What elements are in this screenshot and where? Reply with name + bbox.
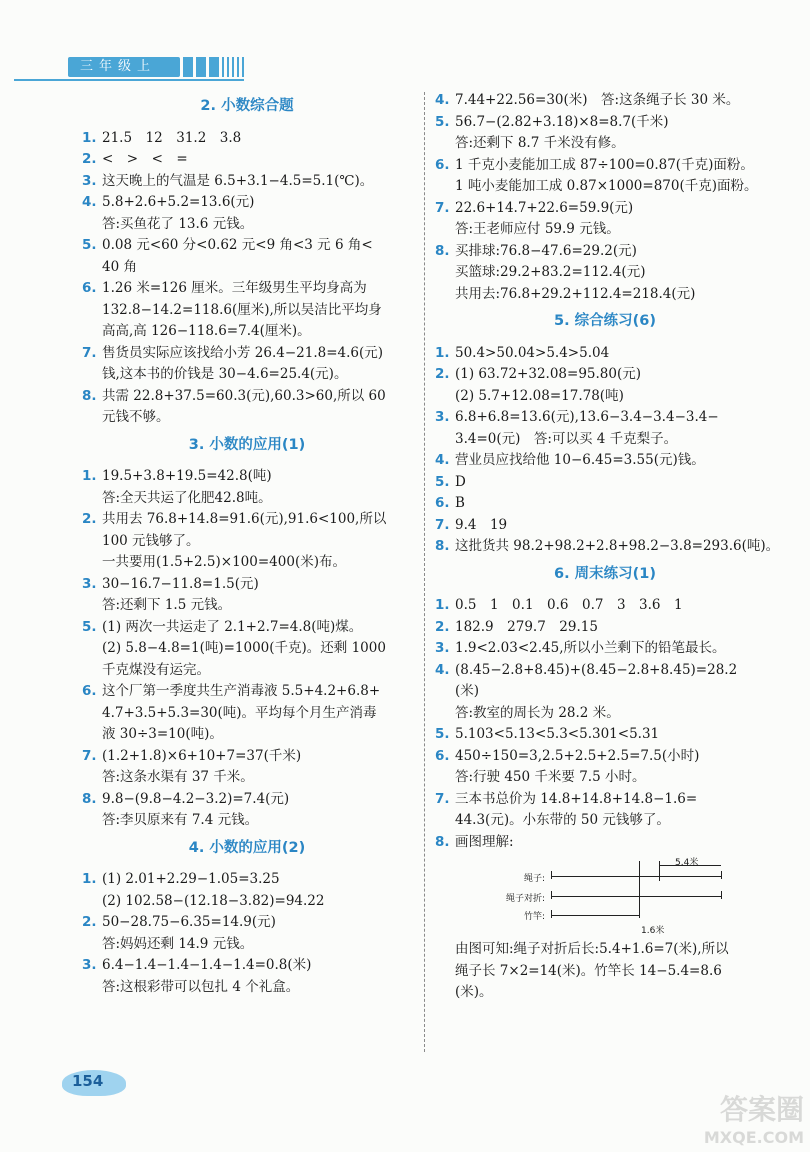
answer-line: 画图理解: xyxy=(455,833,514,850)
item-number: 8. xyxy=(82,387,97,404)
answer-line: 40 角 xyxy=(102,258,137,275)
diagram-tick xyxy=(551,871,552,879)
item-number: 6. xyxy=(435,495,450,511)
answer-line: 答:王老师应付 59.9 元钱。 xyxy=(455,221,620,237)
answer-item xyxy=(435,241,775,306)
answer-line: 4.7+3.5+5.3=30(吨)。平均每个月生产消毒 xyxy=(102,704,377,721)
answer-item xyxy=(82,192,412,235)
answer-line: 450÷150=3,2.5+2.5+2.5=7.5(小时) xyxy=(455,747,700,764)
section-title: 5. 综合练习(6) xyxy=(554,313,656,329)
answer-item xyxy=(82,746,412,789)
answer-line: 一共要用(1.5+2.5)×100=400(米)布。 xyxy=(102,554,346,570)
item-number: 5. xyxy=(82,237,97,253)
answer-item xyxy=(435,724,775,746)
answer-line: 1.9<2.03<2.45,所以小兰剩下的铅笔最长。 xyxy=(455,640,726,656)
answer-line: 共用去:76.8+29.2+112.4=218.4(元) xyxy=(455,285,696,302)
diagram-segment xyxy=(551,896,721,897)
diagram-tick xyxy=(721,891,722,899)
answer-line: 这个厂第一季度共生产消毒液 5.5+4.2+6.8+ xyxy=(102,683,381,699)
watermark-logo: 答案圈 xyxy=(719,1093,804,1126)
watermark xyxy=(664,1088,804,1146)
answer-line: 共需 22.8+37.5=60.3(元),60.3>60,所以 60 xyxy=(102,387,386,404)
answer-item xyxy=(435,660,775,725)
answer-item xyxy=(82,574,412,617)
answer-line: (米) xyxy=(455,683,480,699)
item-number: 4. xyxy=(435,452,450,468)
answer-line: 1 千克小麦能加工成 87÷100=0.87(千克)面粉。 xyxy=(455,156,754,173)
answer-line: 9.8−(9.8−4.2−3.2)=7.4(元) xyxy=(102,790,290,807)
answer-line: (2) 102.58−(12.18−3.82)=94.22 xyxy=(102,892,325,909)
answer-item xyxy=(82,617,412,682)
header-rule xyxy=(14,79,244,81)
section-title: 6. 周末练习(1) xyxy=(554,565,656,582)
item-number: 2. xyxy=(435,366,450,382)
answer-item xyxy=(82,386,412,429)
item-number: 8. xyxy=(435,242,450,259)
answer-line: 答:全天共运了化肥42.8吨。 xyxy=(102,489,272,506)
answer-item xyxy=(435,638,775,660)
answer-line: 5.103<5.13<5.3<5.301<5.31 xyxy=(455,726,660,742)
item-number: 6. xyxy=(82,683,97,699)
answer-line: 7.44+22.56=30(米) 答:这条绳子长 30 米。 xyxy=(455,92,740,108)
answer-item xyxy=(82,343,412,386)
item-number: 6. xyxy=(82,280,97,296)
answer-line: 共用去 76.8+14.8=91.6(元),91.6<100,所以 xyxy=(102,511,387,527)
grade-bars-decoration xyxy=(183,57,244,77)
item-number: 8. xyxy=(435,833,450,850)
answer-line: 9.4 19 xyxy=(455,516,508,533)
answer-line: 答:教室的周长为 28.2 米。 xyxy=(455,704,620,721)
section-title: 3. 小数的应用(1) xyxy=(188,436,306,453)
section-title: 2. 小数综合题 xyxy=(200,98,294,114)
answer-item xyxy=(435,789,775,832)
answer-item xyxy=(435,832,775,854)
answer-line: (1) 63.72+32.08=95.80(元) xyxy=(455,366,642,382)
answer-item xyxy=(82,552,412,574)
answer-line: 56.7−(2.82+3.18)×8=8.7(千米) xyxy=(455,113,669,130)
diagram-segment xyxy=(551,876,721,877)
column-divider xyxy=(424,92,425,1052)
left-column xyxy=(82,90,412,998)
answer-line: 答:这条水渠有 37 千米。 xyxy=(102,769,254,785)
answer-line: 液 30÷3=10(吨)。 xyxy=(102,726,223,742)
item-number: 7. xyxy=(82,747,97,764)
answer-item xyxy=(82,509,412,552)
answer-line: 答:还剩下 8.7 千米没有修。 xyxy=(455,135,625,151)
item-number: 5. xyxy=(435,473,450,490)
answer-line: 答:妈妈还剩 14.9 元钱。 xyxy=(102,935,254,952)
answer-line: 19.5+3.8+19.5=42.8(吨) xyxy=(102,468,272,484)
item-number: 7. xyxy=(435,790,450,807)
answer-line: (2) 5.8−4.8=1(吨)=1000(千克)。还剩 1000 xyxy=(102,640,386,656)
item-number: 1. xyxy=(82,871,97,887)
page-number: 154 xyxy=(72,1072,104,1090)
answer-line: 132.8−14.2=118.6(厘米),所以吴洁比平均身 xyxy=(102,301,382,318)
answer-line: 千克煤没有运完。 xyxy=(102,661,210,678)
item-number: 7. xyxy=(435,516,450,533)
item-number: 3. xyxy=(82,575,97,592)
answer-item xyxy=(435,536,780,558)
answer-line: 答:行驶 450 千米要 7.5 小时。 xyxy=(455,769,646,785)
item-number: 3. xyxy=(435,640,450,656)
answer-line: 这批货共 98.2+98.2+2.8+98.2−3.8=293.6(吨)。 xyxy=(455,538,780,554)
rope-pole-diagram xyxy=(435,859,775,937)
answer-line: 售货员实际应该找给小芳 26.4−21.8=4.6(元) xyxy=(102,344,384,361)
answer-line: 高高,高 126−118.6=7.4(厘米)。 xyxy=(102,323,311,339)
answer-line: 由图可知:绳子对折后长:5.4+1.6=7(米),所以 xyxy=(455,941,729,957)
item-number: 7. xyxy=(82,344,97,361)
answer-item xyxy=(435,746,775,789)
section-title: 4. 小数的应用(2) xyxy=(188,839,306,856)
answer-item xyxy=(82,235,412,278)
grade-tab: 三年级上 xyxy=(68,57,180,77)
answer-item xyxy=(82,789,412,832)
answer-line: 这天晚上的气温是 6.5+3.1−4.5=5.1(℃)。 xyxy=(102,172,374,189)
item-number: 4. xyxy=(435,92,450,108)
diagram-tick xyxy=(551,891,552,899)
item-number: 1. xyxy=(82,129,97,146)
item-number: 2. xyxy=(435,618,450,635)
answer-item xyxy=(435,155,775,198)
item-number: 1. xyxy=(82,468,97,484)
answer-line: 6.4−1.4−1.4−1.4−1.4=0.8(米) xyxy=(102,957,312,973)
answer-item xyxy=(435,472,775,494)
answer-line: 30−16.7−11.8=1.5(元) xyxy=(102,575,259,592)
answer-line: 0.08 元<60 分<0.62 元<9 角<3 元 6 角< xyxy=(102,237,373,253)
item-number: 1. xyxy=(435,597,450,613)
answer-item xyxy=(82,681,412,746)
answer-line: (2) 5.7+12.08=17.78(吨) xyxy=(455,387,624,404)
length-label-top: 5.4米 xyxy=(675,858,699,868)
answer-item xyxy=(82,149,412,171)
answer-item xyxy=(435,90,775,112)
item-number: 5. xyxy=(435,113,450,130)
diagram-tick xyxy=(721,871,722,879)
answer-item xyxy=(435,343,775,365)
answer-line: 182.9 279.7 29.15 xyxy=(455,618,598,635)
answer-item xyxy=(82,128,412,150)
answer-line: 三本书总价为 14.8+14.8+14.8−1.6= xyxy=(455,790,698,807)
answer-line: D xyxy=(455,473,466,490)
answer-line: (1) 2.01+2.29−1.05=3.25 xyxy=(102,871,280,887)
item-number: 4. xyxy=(435,661,450,678)
answer-line: 买排球:76.8−47.6=29.2(元) xyxy=(455,242,637,259)
length-label-bottom: 1.6米 xyxy=(641,926,665,936)
answer-line: B xyxy=(455,495,465,511)
item-number: 4. xyxy=(82,194,97,210)
answer-line: 元钱不够。 xyxy=(102,409,170,425)
answer-item xyxy=(82,912,412,955)
answer-item xyxy=(435,198,775,241)
item-number: 3. xyxy=(82,172,97,189)
answer-line: 1.26 米=126 厘米。三年级男生平均身高为 xyxy=(102,280,367,296)
item-number: 2. xyxy=(82,914,97,930)
answer-line: (1.2+1.8)×6+10+7=37(千米) xyxy=(102,747,302,764)
page-number-badge xyxy=(58,1062,124,1098)
answer-item xyxy=(82,466,412,509)
answer-line: 5.8+2.6+5.2=13.6(元) xyxy=(102,194,255,210)
item-number: 5. xyxy=(82,618,97,635)
item-number: 8. xyxy=(82,790,97,807)
answer-line: < > < = xyxy=(102,151,188,167)
item-number: 2. xyxy=(82,151,97,167)
answer-line: 100 元钱够了。 xyxy=(102,532,200,549)
answer-line: 1 吨小麦能加工成 0.87×1000=870(千克)面粉。 xyxy=(455,178,758,194)
answer-line: 买篮球:29.2+83.2=112.4(元) xyxy=(455,264,646,280)
rope-folded-label: 绳子对折: xyxy=(505,894,545,904)
answer-line: (1) 两次一共运走了 2.1+2.7=4.8(吨)煤。 xyxy=(102,618,363,635)
answer-line: 44.3(元)。小东带的 50 元钱够了。 xyxy=(455,812,670,828)
answer-line: 答:李贝原来有 7.4 元钱。 xyxy=(102,812,259,828)
pole-label: 竹竿: xyxy=(523,912,545,922)
answer-item xyxy=(435,450,775,472)
answer-item xyxy=(435,364,775,407)
answer-line: 营业员应找给他 10−6.45=3.55(元)钱。 xyxy=(455,452,705,468)
answer-line: (8.45−2.8+8.45)+(8.45−2.8+8.45)=28.2 xyxy=(455,661,738,678)
answer-line: 22.6+14.7+22.6=59.9(元) xyxy=(455,199,634,216)
answer-item xyxy=(82,869,412,912)
answer-item xyxy=(82,171,412,193)
item-number: 6. xyxy=(435,156,450,173)
answer-line: 钱,这本书的价钱是 30−4.6=25.4(元)。 xyxy=(102,366,348,382)
answer-item xyxy=(435,595,775,617)
answer-item xyxy=(435,617,775,639)
answer-line: (米)。 xyxy=(455,984,493,1000)
answer-item xyxy=(435,112,775,155)
answer-item xyxy=(82,955,412,998)
answer-line: 50.4>50.04>5.4>5.04 xyxy=(455,344,610,361)
answer-line: 答:还剩下 1.5 元钱。 xyxy=(102,597,232,613)
watermark-url: MXQE.COM xyxy=(703,1128,804,1147)
answer-line: 21.5 12 31.2 3.8 xyxy=(102,129,242,146)
item-number: 7. xyxy=(435,199,450,216)
answer-line: 6.8+6.8=13.6(元),13.6−3.4−3.4−3.4− xyxy=(455,409,719,425)
item-number: 1. xyxy=(435,344,450,361)
item-number: 3. xyxy=(435,409,450,425)
diagram-tick xyxy=(551,910,552,918)
answer-line: 3.4=0(元) 答:可以买 4 千克梨子。 xyxy=(455,430,678,447)
answer-item xyxy=(435,493,775,515)
item-number: 6. xyxy=(435,747,450,764)
item-number: 2. xyxy=(82,511,97,527)
rope-label: 绳子: xyxy=(523,874,545,884)
answer-line: 绳子长 7×2=14(米)。竹竿长 14−5.4=8.6 xyxy=(455,962,722,979)
diagram-tick xyxy=(659,861,660,881)
answer-line: 50−28.75−6.35=14.9(元) xyxy=(102,914,276,930)
item-number: 8. xyxy=(435,538,450,554)
answer-item xyxy=(82,278,412,343)
diagram-segment xyxy=(551,915,639,916)
answer-line: 答:买鱼花了 13.6 元钱。 xyxy=(102,215,254,232)
answer-item xyxy=(435,407,775,450)
answer-line: 答:这根彩带可以包扎 4 个礼盒。 xyxy=(102,978,300,995)
right-column xyxy=(435,90,780,1004)
answer-line: 0.5 1 0.1 0.6 0.7 3 3.6 1 xyxy=(455,597,683,613)
diagram-tick xyxy=(639,861,640,917)
item-number: 5. xyxy=(435,726,450,742)
item-number: 3. xyxy=(82,957,97,973)
answer-item xyxy=(435,515,775,537)
